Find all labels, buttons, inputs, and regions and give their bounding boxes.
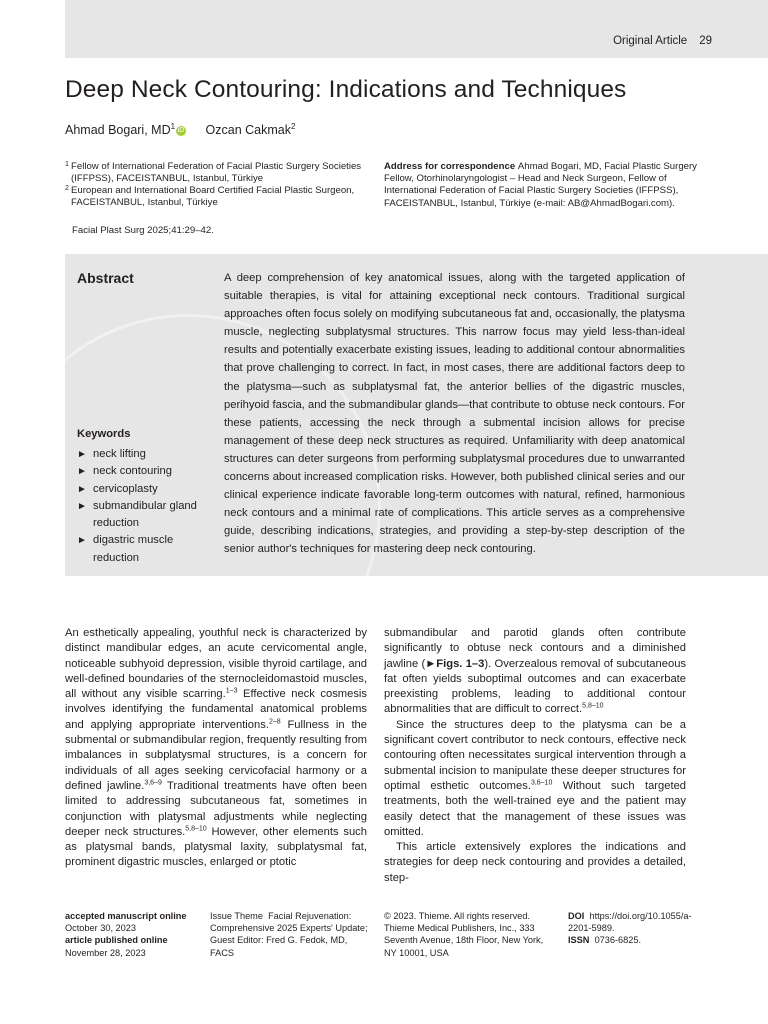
header-band (65, 0, 768, 58)
arrow-bullet-icon: ► (77, 466, 87, 478)
issue-text: Facial Rejuvenation: Comprehensive 2025 Experts' Update; Guest Editor: Fred G. Fedok, MD, FACS (210, 911, 368, 958)
body-paragraph: Since the structures deep to the platysma can be a significant covert contributor to neck contours, effective neck contouring often necessitates surgical intervention through a submental incision to manipulate these deeper structures for optimal esthetic outcomes.$^{3,6-10}$ Without such targeted treatments, both the well-trained eye and the patient may easily detect that the management of these issues was omitted. (384, 718, 687, 838)
author-2: Ozcan Cakmak (205, 123, 291, 138)
published-label: article published online (65, 935, 168, 946)
citation-superscript[interactable]: 5,8–10 (185, 825, 207, 833)
doi-label: DOI (568, 911, 585, 921)
affiliation-1 (65, 161, 370, 185)
keyword-label: digastric muscle reduction (93, 534, 174, 564)
section-label: Original Article (613, 35, 688, 47)
citation-superscript[interactable]: 1–3 (225, 687, 238, 695)
accepted-label: accepted manuscript online (65, 911, 187, 921)
correspondence-address (384, 161, 704, 210)
citation-superscript[interactable]: 5,8–10 (582, 702, 604, 710)
affiliation-text: Fellow of International Federation of Facial Plastic Surgery Societies (IFFPSS), FACEISTANBUL, Istanbul, Türkiye (71, 161, 362, 185)
journal-citation: Facial Plast Surg 2025;41:29–42. (72, 225, 214, 236)
footer-doi (568, 910, 698, 947)
author-line (65, 122, 295, 137)
abstract-heading: Abstract (77, 270, 134, 286)
orcid-icon[interactable]: iD (177, 127, 185, 135)
arrow-bullet-icon: ► (77, 500, 87, 512)
running-head (613, 35, 712, 47)
correspondence-label: Address for correspondence (384, 161, 516, 172)
affiliation-number: 2 (65, 185, 69, 192)
keyword-label: neck contouring (93, 465, 172, 478)
author-1-affiliation: 1 (170, 122, 176, 131)
keyword-item[interactable] (77, 481, 217, 498)
body-column-right (384, 626, 686, 886)
figure-reference-link[interactable]: ►Figs. 1–3 (425, 657, 485, 670)
affiliation-number: 1 (65, 161, 69, 168)
keyword-label: submandibular gland reduction (93, 499, 197, 530)
keyword-label: neck lifting (93, 448, 146, 460)
keyword-label: cervicoplasty (93, 482, 158, 495)
arrow-bullet-icon: ► (77, 449, 87, 460)
affiliation-2 (65, 185, 370, 209)
arrow-bullet-icon: ► (77, 483, 87, 495)
abstract-box (65, 254, 768, 576)
body-paragraph: submandibular and parotid glands often contribute significantly to obtuse neck contours and a diminished jawline (►Figs. 1–3). Overzealous removal of subcutaneous fat often yields suboptimal outcomes and can exacerbate preexisting problems, leading to additional contour abnormalities that are difficult to correct.$^{5,8-10}$ (384, 627, 687, 716)
citation-superscript[interactable]: 3,6–10 (530, 779, 553, 787)
keyword-item[interactable] (77, 532, 217, 567)
citation-superscript[interactable]: 3,6–9 (144, 779, 162, 787)
abstract-text: A deep comprehension of key anatomical issues, along with the targeted application of suitable therapies, is vital for attaining exceptional neck contours. Traditional surgical approaches often focus solely on modifying subcutaneous fat and, occasionally, the platysma muscle, neglecting subplatysmal structures. This narrow focus may yield less-than-ideal results and potentially exacerbate existing issues, leading to additional contour abnormalities that prove challenging to correct. In fact, in most cases, there are additional factors deep to the platysma—such as subplatysmal fat, the anterior bellies of the digastric muscles, perihyoid fascia, and the submandibular glands—that contribute to obtuse neck contours. For these patients, accessing the neck through a submental incision allows for precise management of these deep neck structures as required. Unfamiliarity with deep anatomical structures can deter surgeons from performing subplatysmal procedures due to unwarranted concerns about increased complication risks. However, both published clinical series and our clinical experience indicate favorable long-term outcomes with natural, refined, harmonious neck contours and a minimal rate of complications. This article serves as a comprehensive guide, describing indications, strategies, and providing a step-by-step description of the senior author's techniques for mastering deep neck contouring. (224, 272, 685, 556)
author-2-affiliation: 2 (291, 122, 296, 131)
arrow-bullet-icon: ► (77, 535, 87, 547)
body-paragraph: An esthetically appealing, youthful neck is characterized by distinct mandibular edges, an acute cervicomental angle, noticeable subhyoid depression, visible thyroid cartilage, and well-defined boundaries of the sternocleidomastoid muscles, all without any visible scarring.$^{1-3}$ Effective neck cosmesis involves identifying the fundamental anatomical problems and applying appropriate interventions.$^{2-8}$ Fullness in the submental or submandibular region, frequently resulting from imbalances in subplatysmal structures, is a concern for individuals of all ages seeking cervicofacial harmony or a defined jawline.$^{3,6-9}$ Traditional treatments have often been limited to addressing subcutaneous fat, sometimes in conjunction with platysmal adjustments while neglecting deeper neck structures.$^{5,8-10}$ However, other elements such as platysmal bands, platysmal laxity, subplatysmal fat, prominent digastric muscles, enlarged or ptotic (65, 627, 368, 869)
keyword-item[interactable] (77, 463, 217, 480)
citation-superscript[interactable]: 2–8 (268, 718, 281, 726)
issn-value: 0736-6825. (594, 935, 642, 946)
affiliation-text: European and International Board Certified Facial Plastic Surgeon, FACEISTANBUL, Istanbul, Türkiye (71, 185, 355, 209)
published-date: November 28, 2023 (65, 947, 146, 958)
author-1: Ahmad Bogari, MD (65, 123, 171, 138)
keywords-list (77, 446, 217, 567)
article-title: Deep Neck Contouring: Indications and Techniques (65, 76, 627, 103)
footer-dates (65, 910, 205, 959)
accepted-date: October 30, 2023 (65, 923, 136, 934)
body-paragraph: This article extensively explores the indications and strategies for deep neck contouring and provides a detailed, step- (384, 841, 686, 884)
correspondence-text: Ahmad Bogari, MD, Facial Plastic Surgery Fellow, Otorhinolaryngologist – Head and Neck Surgeon, Fellow of International Federation of Facial Plastic Surgery Societies (IFFPSS), FACEISTANBUL, Istanbul, Türkiye (e-mail: AB@AhmadBogari.com). (384, 161, 697, 209)
footer-copyright: © 2023. Thieme. All rights reserved. Thieme Medical Publishers, Inc., 333 Seventh Avenue, 18th Floor, New York, NY 10001, USA (384, 911, 544, 958)
keyword-item[interactable] (77, 498, 217, 533)
keywords-heading: Keywords (77, 428, 131, 440)
body-column-left (65, 626, 367, 871)
keyword-item[interactable] (77, 446, 217, 463)
issn-label: ISSN (568, 935, 590, 946)
issue-label: Issue Theme (210, 911, 263, 921)
footer-issue (210, 910, 370, 959)
page-number: 29 (699, 35, 712, 47)
doi-link[interactable]: https://doi.org/10.1055/a-2201-5989. (568, 911, 692, 934)
